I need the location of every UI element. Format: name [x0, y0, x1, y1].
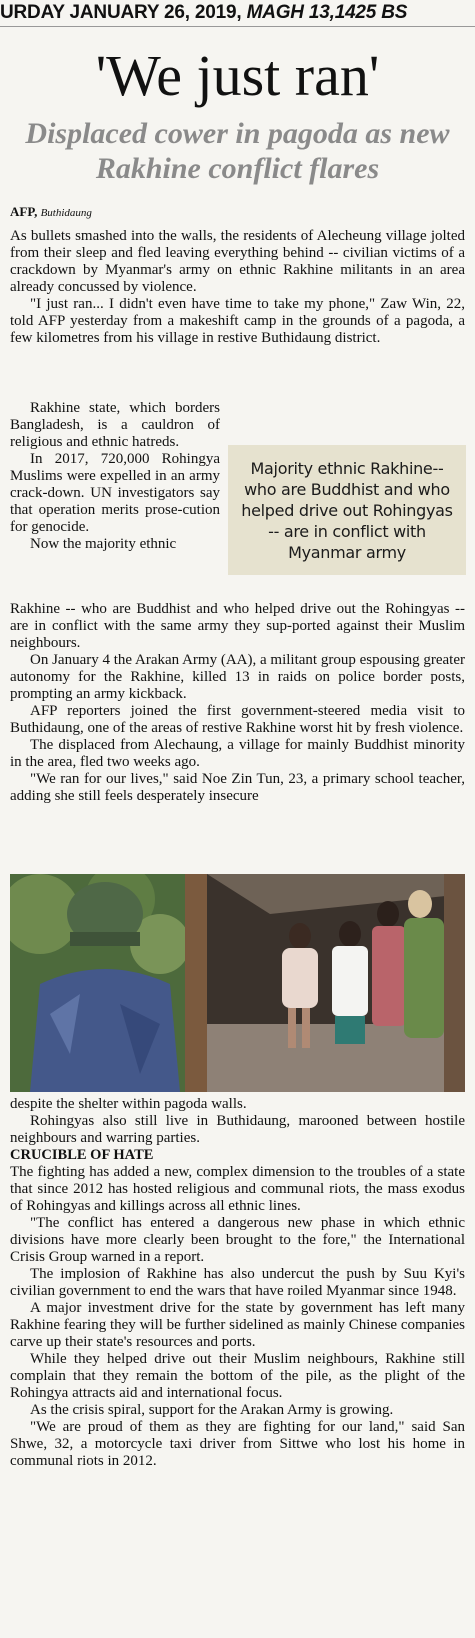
paragraph: Rohingyas also still live in Buthidaung, marooned between hostile neighbours and warring parties. — [10, 1113, 465, 1146]
pull-quote-text: Majority ethnic Rakhine-- who are Buddhist and who helped drive out Rohingyas -- are in conflict with Myanmar army — [241, 458, 453, 562]
paragraph: In 2017, 720,000 Rohingya Muslims were expelled in an army crack-down. UN investigators say that operation merits prose-cution for genocide. — [10, 451, 220, 535]
byline-place: Buthidaung — [40, 207, 92, 219]
paragraph: "We are proud of them as they are fighting for our land," said San Shwe, 32, a motorcycle taxi driver from Sittwe who lost his home in communal riots in 2012. — [10, 1419, 465, 1469]
paragraph: Now the majority ethnic — [30, 536, 177, 552]
article-body-bottom — [10, 1096, 465, 1470]
section-subhead: CRUCIBLE OF HATE — [10, 1147, 154, 1163]
article-body-top — [10, 228, 465, 347]
paragraph: The implosion of Rakhine has also undercut the push by Suu Kyi's civilian government to end the wars that have roiled Myanmar since 1948. — [10, 1266, 465, 1299]
masthead-rule — [0, 26, 475, 27]
paragraph: The displaced from Alechaung, a village for mainly Buddhist minority in the area, fled two weeks ago. — [10, 737, 465, 770]
headline: 'We just ran' — [95, 43, 380, 108]
masthead-bangla-date: MAGH 13,1425 BS — [246, 2, 408, 23]
paragraph: "We ran for our lives," said Noe Zin Tun, 23, a primary school teacher, adding she still feels desperately insecure — [10, 771, 465, 804]
paragraph: A major investment drive for the state by government has left many Rakhine fearing they will be further sidelined as mainly Chinese companies carve up their state's resources and ports. — [10, 1300, 465, 1350]
article-body-middle — [10, 601, 465, 805]
byline-agency: AFP, — [10, 204, 38, 219]
byline — [10, 204, 92, 220]
paragraph: "I just ran... I didn't even have time to take my phone," Zaw Win, 22, told AFP yesterday from a makeshift camp in the grounds of a pagoda, a few kilometres from his village in restive Buthidaung district. — [10, 296, 465, 346]
paragraph: The fighting has added a new, complex dimension to the troubles of a state that since 2012 has hosted religious and communal riots, the mass exodus of Rohingyas and killings across all ethnic lines. — [10, 1164, 465, 1214]
paragraph: Rakhine -- who are Buddhist and who helped drive out the Rohingyas -- are in conflict with the same army they sup-ported against their Muslim neighbours. — [10, 601, 465, 651]
deck: Displaced cower in pagoda as new Rakhine conflict flares — [25, 117, 450, 185]
paragraph: Rakhine state, which borders Bangladesh, is a cauldron of religious and ethnic hatreds. — [10, 400, 220, 450]
paragraph: despite the shelter within pagoda walls. — [10, 1096, 247, 1112]
news-photo — [10, 874, 465, 1092]
paragraph: On January 4 the Arakan Army (AA), a militant group espousing greater autonomy for the Rakhine, killed 13 in raids on police border posts, prompting an army kickback. — [10, 652, 465, 702]
paragraph: "The conflict has entered a dangerous new phase in which ethnic divisions have more clearly been brought to the fore," the International Crisis Group warned in a report. — [10, 1215, 465, 1265]
pull-quote — [228, 445, 466, 575]
dateline — [0, 2, 407, 24]
article-body-narrow — [10, 400, 220, 553]
paragraph: AFP reporters joined the first government-steered media visit to Buthidaung, one of the areas of restive Rakhine worst hit by fresh violence. — [10, 703, 465, 736]
paragraph: As the crisis spiral, support for the Arakan Army is growing. — [30, 1402, 394, 1418]
paragraph: While they helped drive out their Muslim neighbours, Rakhine still complain that they remain the bottom of the pile, as the plight of the Rohingya attracts aid and international focus. — [10, 1351, 465, 1401]
masthead-date: URDAY JANUARY 26, 2019, — [0, 2, 242, 23]
paragraph: As bullets smashed into the walls, the residents of Alecheung village jolted from their sleep and fled leaving everything behind -- civilian victims of a crackdown by Myanmar's army on ethnic Rakhine militants in an area already concussed by violence. — [10, 228, 465, 295]
